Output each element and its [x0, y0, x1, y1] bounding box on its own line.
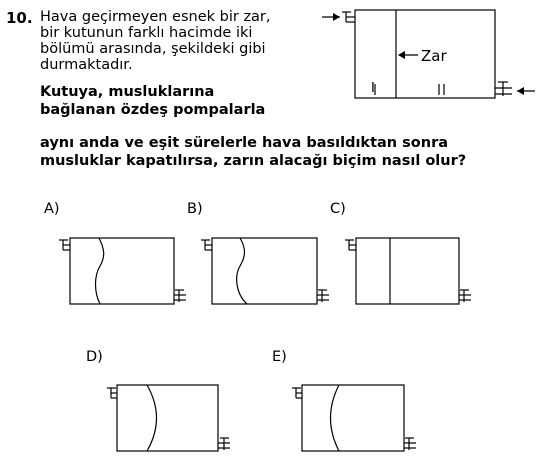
- intro-line: durmaktadır.: [40, 57, 133, 73]
- intro-line: Hava geçirmeyen esnek bir zar,: [40, 9, 271, 25]
- intro-line: bölümü arasında, şekildeki gibi: [40, 41, 266, 57]
- option-a-label[interactable]: A): [44, 201, 60, 217]
- option-d-label[interactable]: D): [86, 349, 103, 365]
- question-bold-line: aynı anda ve eşit sürelerle hava basıldıktan sonra: [40, 135, 449, 151]
- intro-line: bir kutunun farklı hacimde iki: [40, 25, 253, 41]
- question-number: 10.: [6, 9, 33, 27]
- option-b-label[interactable]: B): [187, 201, 203, 217]
- membrane-bulge-left: [331, 385, 340, 451]
- question-bold-line: Kutuya, musluklarına: [40, 84, 215, 100]
- option-c-label[interactable]: C): [330, 201, 346, 217]
- section-i-label: I: [371, 81, 375, 96]
- valve-bottom-right: [404, 438, 416, 450]
- section-ii-label: [437, 80, 445, 97]
- valve-top-left: [292, 388, 302, 398]
- membrane-label: Zar: [421, 47, 447, 65]
- option-e-label[interactable]: E): [272, 349, 287, 365]
- question-bold-line: musluklar kapatılırsa, zarın alacağı biçim nasıl olur?: [40, 153, 467, 169]
- question-bold-line: bağlanan özdeş pompalarla: [40, 102, 266, 118]
